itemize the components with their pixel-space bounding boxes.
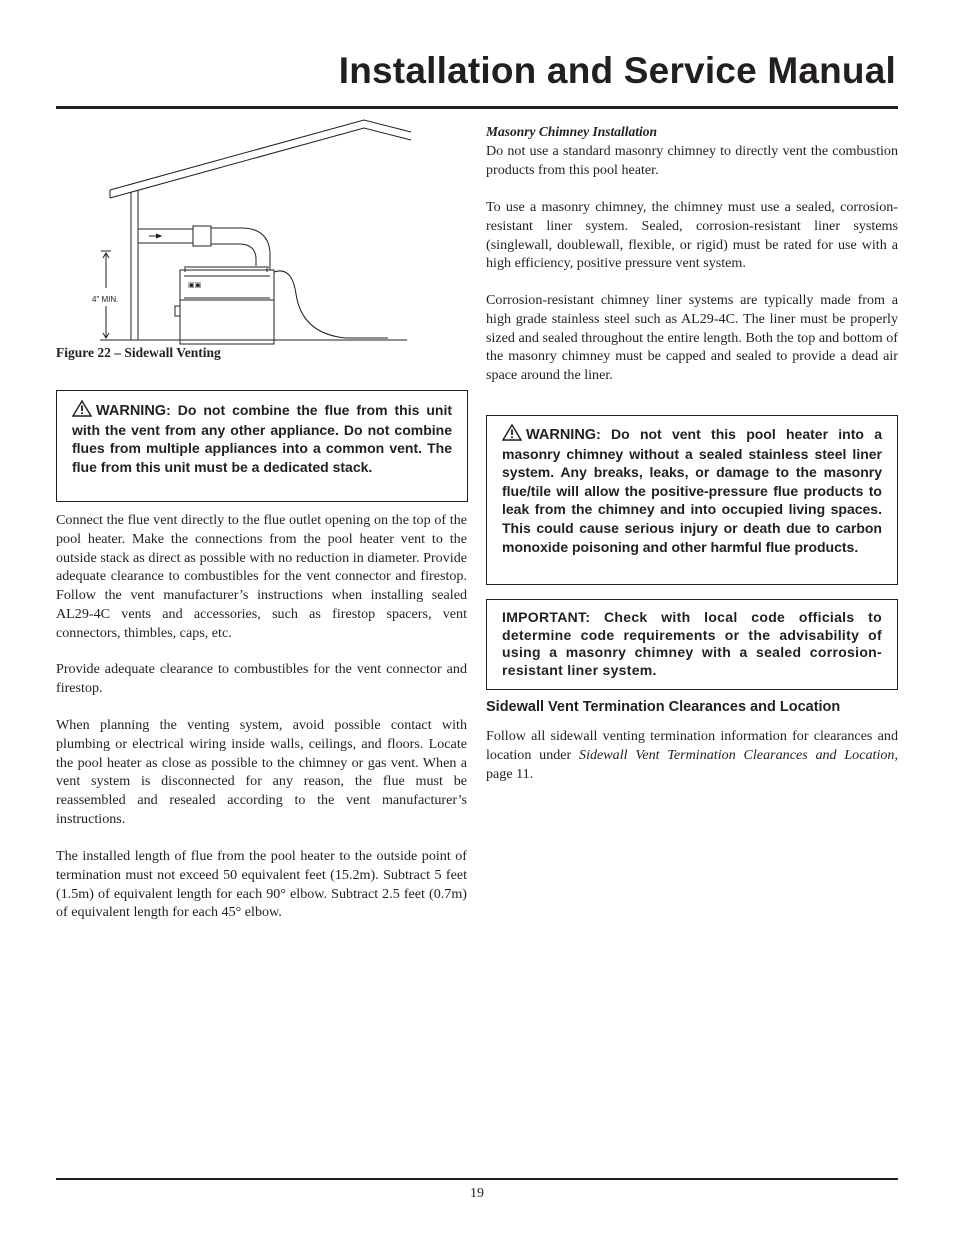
warning-label: WARNING [526,427,597,443]
cross-reference: Sidewall Vent Termination Clearances and Location [579,746,895,763]
body-paragraph: To use a masonry chimney, the chimney must use a sealed, corrosion-resistant liner system. Sealed, corrosion-resistant liner systems (singlewall, doublewall, flexible, or rigid) must be rated for use with a high efficiency, positive pressure vent system. [486,199,898,272]
body-text: , page 11. [486,746,898,782]
roof-line-bottom [110,128,411,198]
body-paragraph: Do not use a standard masonry chimney to directly vent the combustion products from this pool heater. [486,143,898,178]
vent-pipe [138,229,193,243]
body-paragraph: Connect the flue vent directly to the flue outlet opening on the top of the pool heater. Make the connections from the pool heater vent to the outside stack as direct as possible with no reduction in diameter. Provide adequate clearance to combustibles for the vent connector and firestop. Follow the vent manufacturer’s instructions when installing sealed AL29-4C vents and accessories, such as firestop spacers, vent connectors, thimbles, caps, etc. [56,512,467,641]
warning-text: : Do not combine the flue from this unit with the vent from any other appliance. Do not combine flues from multiple appliances into a common vent. The flue from this unit must be a dedicated stack. [72,402,452,475]
footer-rule [56,1178,898,1180]
warning-box-right [486,415,898,585]
page-number: 19 [470,1186,484,1201]
body-paragraph: The installed length of flue from the pool heater to the outside point of termination must not exceed 50 equivalent feet (15.2m). Subtract 5 feet (1.5m) of equivalent length for each 90° elbow. Subtract 2.5 feet (0.7m) of equivalent length for each 45° elbow. [56,848,467,921]
body-paragraph: Corrosion-resistant chimney liner systems are typically made from a high grade stainless steel such as AL29-4C. The liner must be properly sized and sealed throughout the entire length. Both the top and bottom of the masonry chimney must be capped and sealed to provide a dead air space around the liner. [486,292,898,384]
clearance-label: 4" MIN. [92,295,119,304]
warning-triangle-icon [72,400,92,417]
page-title: Installation and Service Manual [338,50,896,91]
supply-line [274,271,388,338]
warning-box-left [56,390,468,502]
section-heading: Masonry Chimney Installation [486,124,658,139]
important-box [486,599,898,690]
body-paragraph: Provide adequate clearance to combustibles for the vent connector and firestop. [56,661,467,696]
important-text: IMPORTANT: Check with local code officials to determine code requirements or the advisability of using a masonry chimney with a sealed corrosion-resistant liner system. [502,609,882,678]
body-text: Follow all sidewall venting termination information for clearances and location under [486,728,898,763]
warning-label: WARNING [96,403,167,419]
header-rule [56,106,898,109]
body-paragraph: When planning the venting system, avoid possible contact with plumbing or electrical wiring inside walls, ceilings, and floors. Locate the pool heater as close as possible to the chimney or gas vent. When a vent system is disconnected for any reason, the flue must be reassembled and resealed according to the vent manufacturer’s instructions. [56,717,467,827]
sidewall-venting-figure [56,112,468,352]
figure-caption: Figure 22 – Sidewall Venting [56,345,221,360]
warning-text: : Do not vent this pool heater into a masonry chimney without a sealed stainless steel liner system. Any breaks, leaks, or damage to the masonry flue/tile will allow the positive-pressure flue products to leak from the chimney and into occupied living spaces. This could cause serious injury or death due to carbon monoxide poisoning and other harmful flue products. [502,426,882,555]
warning-triangle-icon [502,424,522,441]
body-paragraph [486,727,898,783]
roof-line-top [110,120,411,190]
svg-text:▣▣: ▣▣ [188,282,202,289]
section-heading: Sidewall Vent Termination Clearances and Location [486,699,841,715]
